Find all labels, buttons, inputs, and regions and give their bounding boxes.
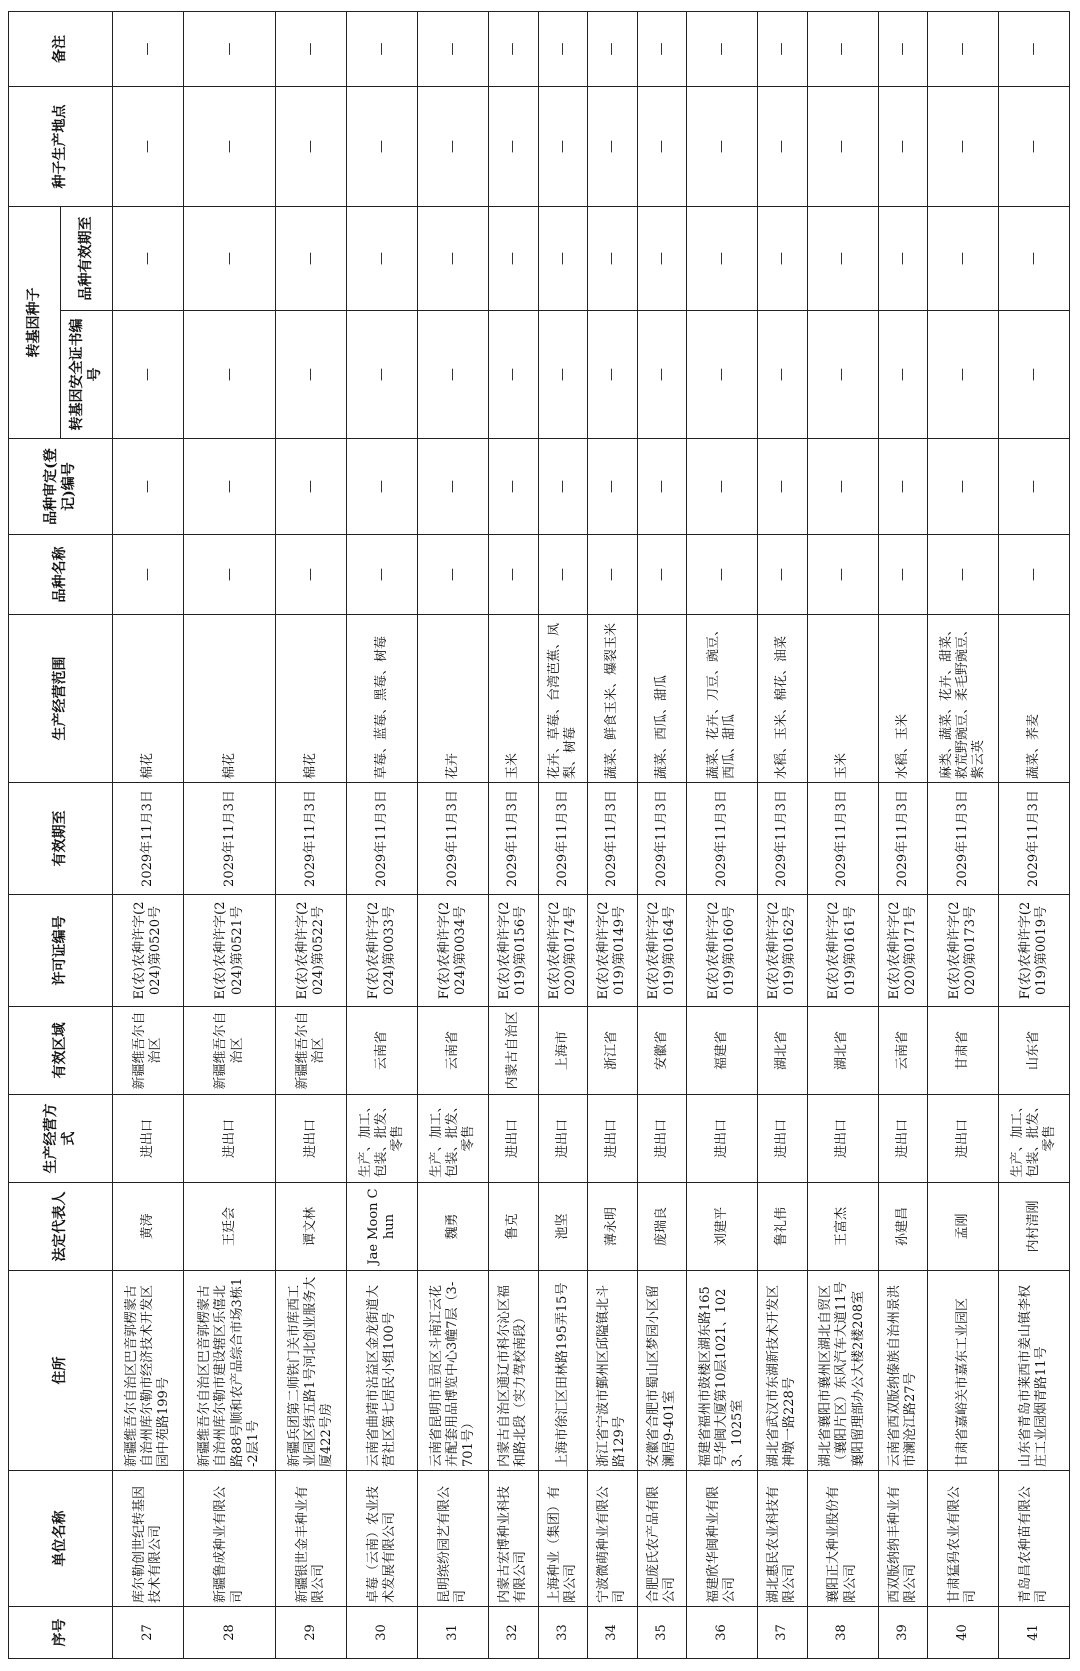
cell-site: — (758, 87, 808, 207)
cell-seq: 34 (588, 1607, 638, 1659)
cell-unit: 青岛昌农种苗有限公司 (998, 1471, 1069, 1607)
cell-unit: 卓莓（云南）农业技术发展有限公司 (347, 1471, 418, 1607)
cell-gm-valid: — (489, 207, 539, 311)
cell-region: 云南省 (347, 1007, 418, 1095)
cell-site: — (807, 87, 878, 207)
cell-gm-valid: — (588, 207, 638, 311)
cell-seq: 33 (538, 1607, 588, 1659)
cell-gm-cert: — (347, 311, 418, 439)
cell-gm-cert: — (489, 311, 539, 439)
cell-legal-rep: 谭文林 (276, 1183, 347, 1271)
header-mode: 生产经营方式 (9, 1095, 113, 1183)
cell-gm-cert: — (538, 311, 588, 439)
cell-site: — (418, 87, 489, 207)
cell-mode: 进出口 (637, 1095, 687, 1183)
cell-approval: — (758, 439, 808, 535)
cell-variety: — (347, 535, 418, 615)
cell-site: — (588, 87, 638, 207)
cell-site: — (998, 87, 1069, 207)
cell-gm-valid: — (347, 207, 418, 311)
cell-variety: — (489, 535, 539, 615)
header-license: 许可证编号 (9, 895, 113, 1007)
cell-gm-cert: — (758, 311, 808, 439)
cell-mode: 进出口 (878, 1095, 928, 1183)
cell-region: 新疆维吾尔自治区 (113, 1007, 184, 1095)
cell-legal-rep: 刘建平 (687, 1183, 758, 1271)
cell-license: F(农)农种许字(2019)第0019号 (998, 895, 1069, 1007)
header-valid: 有效期至 (9, 783, 113, 895)
cell-gm-cert: — (276, 311, 347, 439)
cell-address: 浙江省宁波市鄞州区邱隘镇北斗路129号 (588, 1271, 638, 1471)
cell-valid: 2029年11月3日 (538, 783, 588, 895)
cell-address: 新疆维吾尔自治区巴音郭楞蒙古自治州库尔勒市建设辖区乐僖北路88号顺和农产品综合市场3栋1-2层1号 (183, 1271, 275, 1471)
cell-seq: 35 (637, 1607, 687, 1659)
cell-license: F(农)农种许字(2024)第0034号 (418, 895, 489, 1007)
cell-note: — (489, 12, 539, 87)
cell-seq: 38 (807, 1607, 878, 1659)
cell-gm-valid: — (928, 207, 999, 311)
cell-region: 福建省 (687, 1007, 758, 1095)
cell-note: — (687, 12, 758, 87)
cell-gm-valid: — (878, 207, 928, 311)
header-gm-cert: 转基因安全证书编号 (61, 311, 113, 439)
cell-seq: 40 (928, 1607, 999, 1659)
cell-site: — (276, 87, 347, 207)
cell-unit: 内蒙古宏博种业科技有限公司 (489, 1471, 539, 1607)
cell-approval: — (878, 439, 928, 535)
cell-valid: 2029年11月3日 (418, 783, 489, 895)
cell-seq: 31 (418, 1607, 489, 1659)
cell-scope: 花卉 (418, 615, 489, 783)
cell-gm-valid: — (758, 207, 808, 311)
cell-valid: 2029年11月3日 (878, 783, 928, 895)
cell-scope: 草莓、蓝莓、黑莓、树莓 (347, 615, 418, 783)
cell-note: — (928, 12, 999, 87)
cell-site: — (347, 87, 418, 207)
cell-scope: 玉米 (489, 615, 539, 783)
cell-valid: 2029年11月3日 (347, 783, 418, 895)
cell-scope: 蔬菜、鲜食玉米、爆裂玉米 (588, 615, 638, 783)
cell-region: 安徽省 (637, 1007, 687, 1095)
cell-variety: — (878, 535, 928, 615)
cell-scope: 麻类、蔬菜、花卉、甜菜、救荒野豌豆、柔毛野豌豆、紫云英 (928, 615, 999, 783)
cell-mode: 进出口 (588, 1095, 638, 1183)
cell-valid: 2029年11月3日 (998, 783, 1069, 895)
cell-variety: — (276, 535, 347, 615)
cell-region: 云南省 (418, 1007, 489, 1095)
cell-unit: 宁波微萌种业有限公司 (588, 1471, 638, 1607)
cell-scope: 蔬菜、西瓜、甜瓜 (637, 615, 687, 783)
table-body (113, 12, 1070, 1659)
cell-license: E(农)农种许字(2020)第0171号 (878, 895, 928, 1007)
cell-variety: — (807, 535, 878, 615)
cell-gm-cert: — (928, 311, 999, 439)
cell-address: 新疆兵团第二师铁门关市库西工业园区纬五路1号河北创业服务大厦422号房 (276, 1271, 347, 1471)
header-address: 住所 (9, 1271, 113, 1471)
cell-gm-cert: — (807, 311, 878, 439)
cell-scope: 水稻、玉米、棉花、油菜 (758, 615, 808, 783)
cell-variety: — (588, 535, 638, 615)
cell-valid: 2029年11月3日 (276, 783, 347, 895)
cell-license: E(农)农种许字(2019)第0156号 (489, 895, 539, 1007)
cell-gm-valid: — (418, 207, 489, 311)
cell-license: E(农)农种许字(2019)第0162号 (758, 895, 808, 1007)
header-unit: 单位名称 (9, 1471, 113, 1607)
cell-approval: — (276, 439, 347, 535)
cell-legal-rep: 内村清刚 (998, 1183, 1069, 1271)
cell-site: — (878, 87, 928, 207)
cell-variety: — (113, 535, 184, 615)
cell-mode: 进出口 (113, 1095, 184, 1183)
cell-valid: 2029年11月3日 (588, 783, 638, 895)
cell-scope: 蔬菜、荞麦 (998, 615, 1069, 783)
cell-approval: — (637, 439, 687, 535)
cell-unit: 西双版纳纳丰种业有限公司 (878, 1471, 928, 1607)
cell-license: E(农)农种许字(2020)第0173号 (928, 895, 999, 1007)
cell-unit: 福建欣华闽种业有限公司 (687, 1471, 758, 1607)
cell-approval: — (418, 439, 489, 535)
license-table (8, 11, 1070, 1659)
cell-scope: 棉花 (113, 615, 184, 783)
cell-valid: 2029年11月3日 (489, 783, 539, 895)
header-gm-group: 转基因种子 (9, 207, 61, 439)
cell-seq: 37 (758, 1607, 808, 1659)
cell-region: 浙江省 (588, 1007, 638, 1095)
cell-seq: 27 (113, 1607, 184, 1659)
cell-note: — (183, 12, 275, 87)
cell-note: — (758, 12, 808, 87)
cell-address: 湖北省襄阳市襄州区湖北自贸区（襄阳片区）东风汽车大道11号襄阳留理部办公大楼2楼208室 (807, 1271, 878, 1471)
cell-unit: 新疆银世金丰种业有限公司 (276, 1471, 347, 1607)
cell-mode: 生产、加工、包装、批发、零售 (998, 1095, 1069, 1183)
table-row (113, 12, 184, 1659)
cell-gm-valid: — (998, 207, 1069, 311)
cell-gm-valid: — (113, 207, 184, 311)
cell-region: 新疆维吾尔自治区 (276, 1007, 347, 1095)
cell-approval: — (538, 439, 588, 535)
cell-legal-rep: 薄永明 (588, 1183, 638, 1271)
cell-valid: 2029年11月3日 (687, 783, 758, 895)
cell-address: 安徽省合肥市蜀山区梦园小区留澜居9-401室 (637, 1271, 687, 1471)
cell-approval: — (489, 439, 539, 535)
header-approval: 品种审定(登记)编号 (9, 439, 113, 535)
header-legal-rep: 法定代表人 (9, 1183, 113, 1271)
header-note: 备注 (9, 12, 113, 87)
cell-site: — (538, 87, 588, 207)
table-row (183, 12, 275, 1659)
cell-scope: 棉花 (183, 615, 275, 783)
cell-region: 湖北省 (758, 1007, 808, 1095)
cell-unit: 库尔勒创世纪转基因技术有限公司 (113, 1471, 184, 1607)
cell-legal-rep: 池坚 (538, 1183, 588, 1271)
cell-seq: 41 (998, 1607, 1069, 1659)
cell-gm-valid: — (183, 207, 275, 311)
cell-variety: — (183, 535, 275, 615)
cell-approval: — (928, 439, 999, 535)
cell-valid: 2029年11月3日 (637, 783, 687, 895)
cell-mode: 生产、加工、包装、批发、零售 (418, 1095, 489, 1183)
table-row (489, 12, 539, 1659)
cell-legal-rep: 黄涛 (113, 1183, 184, 1271)
cell-site: — (489, 87, 539, 207)
cell-note: — (418, 12, 489, 87)
table-row (998, 12, 1069, 1659)
cell-approval: — (347, 439, 418, 535)
cell-note: — (538, 12, 588, 87)
cell-scope: 蔬菜、花卉、刀豆、豌豆、西瓜、甜瓜 (687, 615, 758, 783)
cell-legal-rep: 鲁克 (489, 1183, 539, 1271)
cell-seq: 28 (183, 1607, 275, 1659)
cell-note: — (998, 12, 1069, 87)
cell-site: — (928, 87, 999, 207)
cell-unit: 上海种业（集团）有限公司 (538, 1471, 588, 1607)
cell-valid: 2029年11月3日 (113, 783, 184, 895)
cell-legal-rep: Jae Moon Chun (347, 1183, 418, 1271)
cell-scope: 花卉、草莓、台湾芭蕉、凤梨、树莓 (538, 615, 588, 783)
table-row (538, 12, 588, 1659)
cell-valid: 2029年11月3日 (758, 783, 808, 895)
cell-gm-cert: — (418, 311, 489, 439)
cell-gm-valid: — (687, 207, 758, 311)
cell-seq: 30 (347, 1607, 418, 1659)
cell-license: E(农)农种许字(2020)第0174号 (538, 895, 588, 1007)
cell-region: 山东省 (998, 1007, 1069, 1095)
cell-address: 云南省昆明市呈贡区斗南江云花卉配套用品博览中心3幢7层（3-701号） (418, 1271, 489, 1471)
cell-region: 新疆维吾尔自治区 (183, 1007, 275, 1095)
cell-license: E(农)农种许字(2019)第0160号 (687, 895, 758, 1007)
cell-valid: 2029年11月3日 (928, 783, 999, 895)
cell-region: 云南省 (878, 1007, 928, 1095)
table-row (276, 12, 347, 1659)
cell-region: 湖北省 (807, 1007, 878, 1095)
cell-legal-rep: 孟刚 (928, 1183, 999, 1271)
cell-address: 甘肃省嘉峪关市嘉东工业园区 (928, 1271, 999, 1471)
cell-gm-cert: — (588, 311, 638, 439)
cell-site: — (637, 87, 687, 207)
cell-site: — (687, 87, 758, 207)
cell-license: E(农)农种许字(2019)第0161号 (807, 895, 878, 1007)
cell-mode: 进出口 (758, 1095, 808, 1183)
cell-note: — (276, 12, 347, 87)
cell-license: E(农)农种许字(2019)第0164号 (637, 895, 687, 1007)
header-site: 种子生产地点 (9, 87, 113, 207)
table-row (418, 12, 489, 1659)
cell-mode: 进出口 (928, 1095, 999, 1183)
cell-address: 云南省曲靖市沾益区金龙街道大营社区第七居民小组100号 (347, 1271, 418, 1471)
cell-approval: — (113, 439, 184, 535)
table-row (637, 12, 687, 1659)
cell-license: F(农)农种许字(2024)第0033号 (347, 895, 418, 1007)
cell-unit: 甘肃猛犸农业有限公司 (928, 1471, 999, 1607)
cell-seq: 32 (489, 1607, 539, 1659)
cell-mode: 生产、加工、包装、批发、零售 (347, 1095, 418, 1183)
cell-note: — (878, 12, 928, 87)
cell-site: — (113, 87, 184, 207)
table-row (758, 12, 808, 1659)
table-row (807, 12, 878, 1659)
cell-address: 新疆维吾尔自治区巴音郭楞蒙古自治州库尔勒市经济技术开发区园中苑路199号 (113, 1271, 184, 1471)
cell-legal-rep: 王富杰 (807, 1183, 878, 1271)
cell-legal-rep: 王廷会 (183, 1183, 275, 1271)
cell-scope: 玉米 (807, 615, 878, 783)
cell-license: E(农)农种许字(2024)第0520号 (113, 895, 184, 1007)
cell-address: 山东省青岛市莱西市姜山镇李权庄工业园烟青路11号 (998, 1271, 1069, 1471)
cell-scope: 棉花 (276, 615, 347, 783)
cell-unit: 襄阳正大种业股份有限公司 (807, 1471, 878, 1607)
cell-license: E(农)农种许字(2024)第0521号 (183, 895, 275, 1007)
cell-seq: 39 (878, 1607, 928, 1659)
cell-unit: 新疆鲁成种业有限公司 (183, 1471, 275, 1607)
cell-approval: — (807, 439, 878, 535)
cell-unit: 合肥庞氏农产品有限公司 (637, 1471, 687, 1607)
cell-legal-rep: 孙建昌 (878, 1183, 928, 1271)
cell-variety: — (998, 535, 1069, 615)
cell-gm-valid: — (538, 207, 588, 311)
cell-legal-rep: 庞瑞良 (637, 1183, 687, 1271)
cell-valid: 2029年11月3日 (807, 783, 878, 895)
cell-approval: — (183, 439, 275, 535)
cell-mode: 进出口 (807, 1095, 878, 1183)
cell-variety: — (418, 535, 489, 615)
cell-region: 甘肃省 (928, 1007, 999, 1095)
header-gm-valid: 品种有效期至 (61, 207, 113, 311)
cell-gm-valid: — (276, 207, 347, 311)
cell-gm-valid: — (637, 207, 687, 311)
cell-seq: 36 (687, 1607, 758, 1659)
header-region: 有效区域 (9, 1007, 113, 1095)
cell-gm-cert: — (113, 311, 184, 439)
cell-license: E(农)农种许字(2019)第0149号 (588, 895, 638, 1007)
cell-gm-cert: — (183, 311, 275, 439)
cell-gm-cert: — (637, 311, 687, 439)
header-scope: 生产经营范围 (9, 615, 113, 783)
header-variety: 品种名称 (9, 535, 113, 615)
cell-address: 上海市徐汇区田林路195弄15号 (538, 1271, 588, 1471)
table-row (687, 12, 758, 1659)
cell-mode: 进出口 (183, 1095, 275, 1183)
cell-scope: 水稻、玉米 (878, 615, 928, 783)
cell-variety: — (687, 535, 758, 615)
cell-gm-valid: — (807, 207, 878, 311)
cell-note: — (347, 12, 418, 87)
cell-gm-cert: — (687, 311, 758, 439)
cell-unit: 昆明缤纷园艺有限公司 (418, 1471, 489, 1607)
cell-site: — (183, 87, 275, 207)
cell-approval: — (687, 439, 758, 535)
cell-variety: — (538, 535, 588, 615)
cell-approval: — (588, 439, 638, 535)
cell-mode: 进出口 (276, 1095, 347, 1183)
table-row (347, 12, 418, 1659)
cell-address: 福建省福州市鼓楼区湖东路165号华闽大厦第10层1021、1023、1025室 (687, 1271, 758, 1471)
cell-valid: 2029年11月3日 (183, 783, 275, 895)
cell-variety: — (637, 535, 687, 615)
table-row (928, 12, 999, 1659)
cell-seq: 29 (276, 1607, 347, 1659)
cell-note: — (807, 12, 878, 87)
cell-gm-cert: — (878, 311, 928, 439)
cell-region: 上海市 (538, 1007, 588, 1095)
cell-mode: 进出口 (489, 1095, 539, 1183)
cell-unit: 湖北惠民农业科技有限公司 (758, 1471, 808, 1607)
cell-note: — (588, 12, 638, 87)
cell-address: 湖北省武汉市东湖新技术开发区神墩一路228号 (758, 1271, 808, 1471)
header-seq: 序号 (9, 1607, 113, 1659)
cell-approval: — (998, 439, 1069, 535)
table-row (878, 12, 928, 1659)
cell-note: — (113, 12, 184, 87)
cell-gm-cert: — (998, 311, 1069, 439)
cell-mode: 进出口 (538, 1095, 588, 1183)
cell-legal-rep: 魏勇 (418, 1183, 489, 1271)
cell-variety: — (758, 535, 808, 615)
cell-address: 内蒙古自治区通辽市科尔沁区福和路北段（实力驾校南段） (489, 1271, 539, 1471)
cell-region: 内蒙古自治区 (489, 1007, 539, 1095)
cell-license: E(农)农种许字(2024)第0522号 (276, 895, 347, 1007)
cell-note: — (637, 12, 687, 87)
table-row (588, 12, 638, 1659)
cell-variety: — (928, 535, 999, 615)
cell-mode: 进出口 (687, 1095, 758, 1183)
cell-legal-rep: 鲁礼伟 (758, 1183, 808, 1271)
cell-address: 云南省西双版纳傣族自治州景洪市澜沧江路27号 (878, 1271, 928, 1471)
